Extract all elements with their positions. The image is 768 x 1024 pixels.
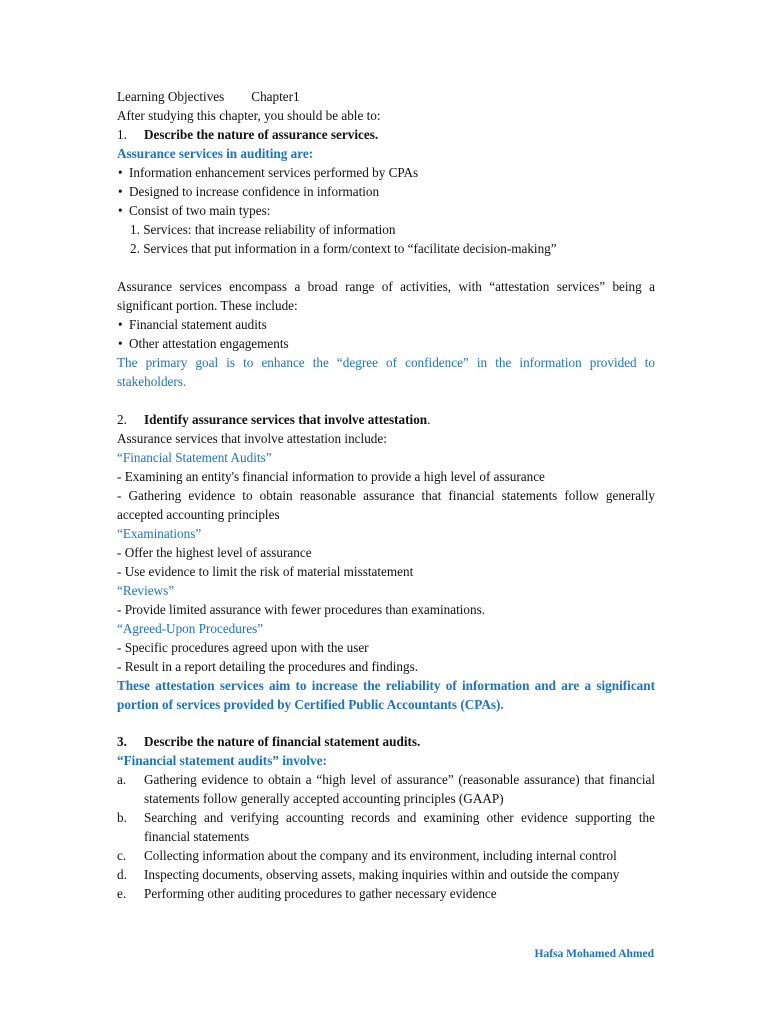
chapter-label: Chapter1 bbox=[251, 89, 300, 104]
list-item: • Other attestation engagements bbox=[118, 335, 289, 351]
paragraph-line: significant portion. These include: bbox=[117, 297, 298, 313]
author-footer: Hafsa Mohamed Ahmed bbox=[534, 948, 654, 960]
goal-line: The primary goal is to enhance the “degree of confidence” in the information provided to bbox=[117, 354, 655, 370]
service-title: “Financial Statement Audits” bbox=[117, 449, 272, 465]
list-item bbox=[117, 865, 655, 884]
objective-number: 2. bbox=[117, 411, 127, 427]
objective-number: 1. bbox=[117, 127, 127, 142]
section-2-intro: Assurance services that involve attestation include: bbox=[117, 430, 387, 446]
service-detail: accepted accounting principles bbox=[117, 506, 280, 522]
goal-line: stakeholders. bbox=[117, 373, 187, 389]
item-text: Inspecting documents, observing assets, making inquiries within and outside the company bbox=[144, 867, 620, 883]
service-title: “Reviews” bbox=[117, 582, 175, 598]
service-detail: - Gathering evidence to obtain reasonable assurance that financial statements follow generally bbox=[117, 487, 655, 503]
list-item bbox=[117, 770, 655, 808]
item-text: Performing other auditing procedures to gather necessary evidence bbox=[144, 886, 497, 902]
item-letter: a. bbox=[117, 772, 127, 788]
service-detail: - Specific procedures agreed upon with the user bbox=[117, 639, 369, 655]
bullet-icon: • bbox=[118, 335, 123, 351]
list-item bbox=[117, 808, 655, 846]
item-letter: b. bbox=[117, 810, 127, 826]
bullet-icon: • bbox=[118, 316, 123, 332]
list-item bbox=[117, 884, 655, 903]
paragraph-line: Assurance services encompass a broad range of activities, with “attestation services” being a bbox=[117, 278, 655, 294]
bullet-icon: • bbox=[118, 165, 123, 180]
objective-title: Describe the nature of assurance services. bbox=[144, 127, 379, 142]
service-title: “Agreed-Upon Procedures” bbox=[117, 620, 264, 636]
list-item: 2. Services that put information in a form/context to “facilitate decision-making” bbox=[130, 241, 557, 256]
objective-2-heading: 2. Identify assurance services that involve attestation. bbox=[117, 411, 431, 427]
list-item: • Consist of two main types: bbox=[118, 203, 271, 218]
item-letter: e. bbox=[117, 886, 127, 902]
service-detail: - Result in a report detailing the procedures and findings. bbox=[117, 658, 419, 674]
title-line bbox=[117, 87, 655, 106]
objective-number: 3. bbox=[117, 734, 127, 750]
summary-line: These attestation services aim to increase the reliability of information and are a significant bbox=[117, 677, 655, 693]
list-item: • Information enhancement services performed by CPAs bbox=[118, 165, 419, 180]
document-body bbox=[117, 87, 655, 903]
objective-title: Describe the nature of financial statement audits. bbox=[144, 734, 421, 750]
service-detail: - Provide limited assurance with fewer procedures than examinations. bbox=[117, 601, 486, 617]
item-text: Gathering evidence to obtain a “high level of assurance” (reasonable assurance) that financial statements follow generally accepted accounting principles (GAAP) bbox=[144, 772, 655, 807]
service-title: “Examinations” bbox=[117, 525, 202, 541]
item-letter: d. bbox=[117, 867, 127, 883]
item-text: Searching and verifying accounting records and examining other evidence supporting the financial statements bbox=[144, 810, 655, 845]
service-detail: - Use evidence to limit the risk of material misstatement bbox=[117, 563, 414, 579]
service-detail: - Examining an entity's financial information to provide a high level of assurance bbox=[117, 468, 545, 484]
list-item: • Financial statement audits bbox=[118, 316, 267, 332]
intro-text: After studying this chapter, you should be able to: bbox=[117, 108, 381, 123]
summary-line: portion of services provided by Certified Public Accountants (CPAs). bbox=[117, 696, 504, 712]
page-title: Learning Objectives bbox=[117, 89, 225, 104]
item-text: Collecting information about the company and its environment, including internal control bbox=[144, 848, 617, 864]
list-item: • Designed to increase confidence in information bbox=[118, 184, 380, 199]
bullet-icon: • bbox=[118, 184, 123, 199]
item-letter: c. bbox=[117, 848, 127, 864]
section-3-subheading: “Financial statement audits” involve: bbox=[117, 753, 327, 769]
section-1-subheading: Assurance services in auditing are: bbox=[117, 146, 314, 161]
service-detail: - Offer the highest level of assurance bbox=[117, 544, 312, 560]
objective-title: Identify assurance services that involve attestation bbox=[144, 411, 428, 427]
objective-3-heading bbox=[117, 732, 655, 751]
list-item bbox=[117, 846, 655, 865]
objective-1-heading bbox=[117, 125, 655, 144]
list-item: 1. Services: that increase reliability of information bbox=[130, 222, 396, 237]
bullet-icon: • bbox=[118, 203, 123, 218]
